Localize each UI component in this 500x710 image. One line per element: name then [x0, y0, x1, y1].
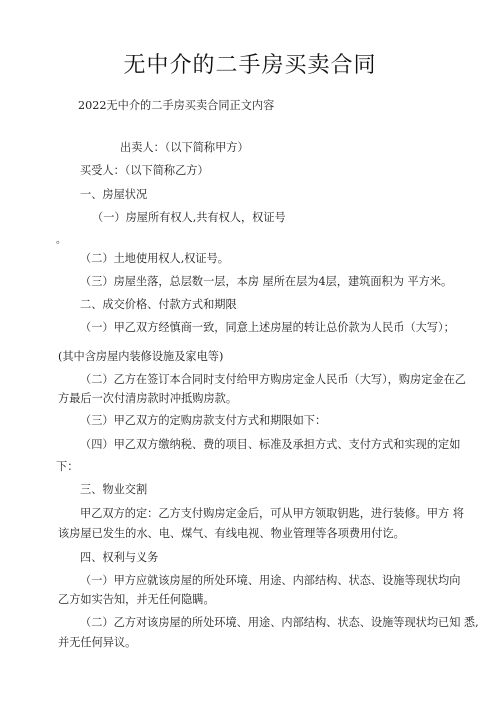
clause-line: 乙方如实告知，并无任何隐瞒。: [58, 593, 215, 606]
clause-line: （三）房屋坐落，总层数一层，本房 屋所在层为4层，建筑面积为 平方米。: [80, 275, 453, 288]
clause-line: 甲乙双方的定：乙方支付购房定金后，可从甲方领取钥匙，进行装修。甲方 将: [80, 507, 464, 520]
clause-line: （二）乙方对该房屋的所处环境、用途、内部结构、状态、设施等现状均已知 悉,: [80, 616, 479, 629]
clause-line: 下：: [56, 460, 79, 473]
section-heading-property: 一、房屋状况: [80, 188, 148, 201]
section-heading-price: 二、成交价格、付款方式和期限: [80, 298, 237, 311]
section-heading-handover: 三、物业交割: [80, 483, 148, 496]
buyer-line: 买受人：（以下简称乙方）: [80, 164, 209, 177]
clause-line: 该房屋已发生的水、电、煤气、有线电视、物业管理等各项费用付讫。: [58, 527, 405, 540]
clause-line: 。: [56, 235, 66, 246]
document-title: 无中介的二手房买卖合同: [123, 53, 377, 78]
section-heading-rights: 四、权利与义务: [80, 551, 159, 564]
clause-line: （二）土地使用权人,权证号。: [80, 252, 229, 265]
clause-line: 方最后一次付清房款时冲抵购房款。: [58, 392, 238, 405]
clause-line: （四）甲乙双方缴纳税、费的项目、标准及承担方式、支付方式和实现的定如: [80, 438, 461, 451]
clause-line: (其中含房屋内装修设施及家电等): [58, 350, 224, 363]
clause-line: 并无任何异议。: [58, 636, 137, 649]
clause-line: （二）乙方在签订本合同时支付给甲方购房定金人民币（大写），购房定金在乙: [80, 373, 466, 386]
clause-line: （一）甲方应就该房屋的所处环境、用途、内部结构、状态、设施等现状均向: [80, 574, 461, 587]
seller-line: 出卖人：（以下简称甲方）: [120, 141, 249, 154]
clause-line: （一）甲乙双方经慎商一致，同意上述房屋的转让总价款为人民币（大写）；: [80, 321, 455, 334]
document-subtitle: 2022无中介的二手房买卖合同正文内容: [78, 99, 275, 112]
clause-line: （三）甲乙双方的定购房款支付方式和期限如下：: [80, 414, 327, 427]
clause-line: （一）房屋所有权人,共有权人，权证号: [92, 211, 286, 224]
